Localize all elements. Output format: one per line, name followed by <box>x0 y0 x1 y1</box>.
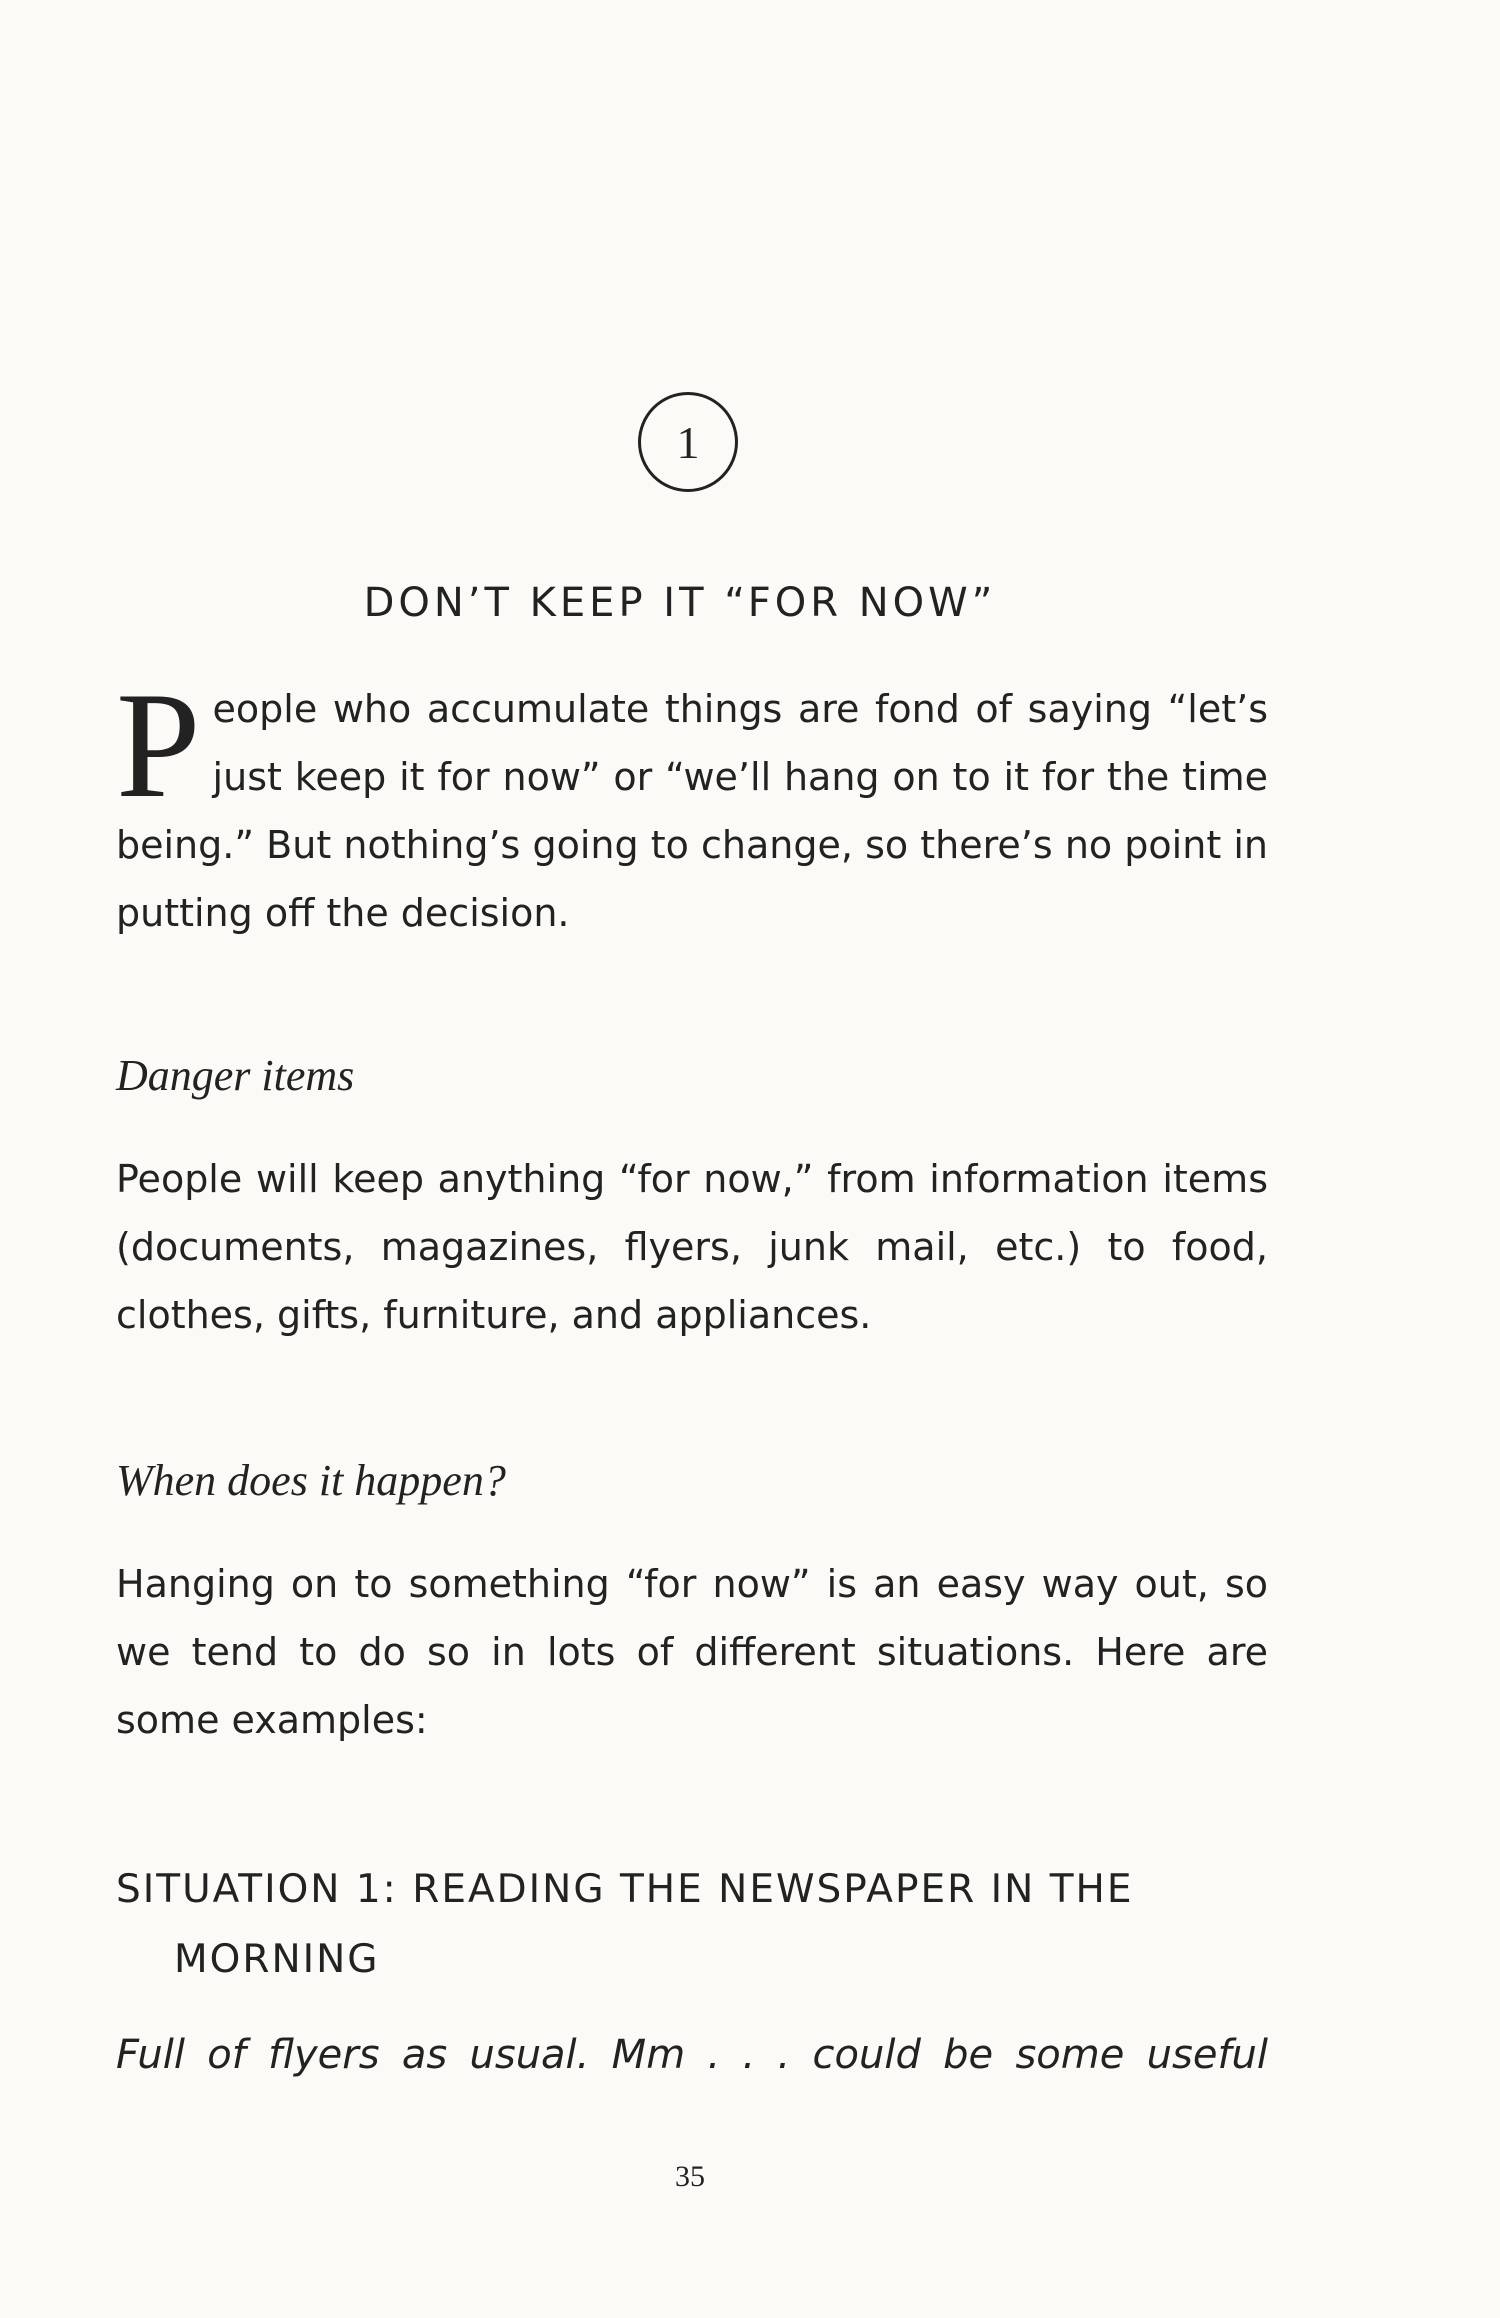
situation-quote: Full of flyers as usual. Mm . . . could be some useful <box>116 2032 1268 2078</box>
intro-paragraph <box>116 661 1268 947</box>
section-paragraph-danger-items: People will keep anything “for now,” from information items (documents, magazines, flyers, junk mail, etc.) to food, clothes, gifts, furniture, and appliances. <box>116 1157 1268 1337</box>
section-heading-danger-items: Danger items <box>116 1051 355 1100</box>
section-heading-when: When does it happen? <box>116 1456 506 1505</box>
situation-heading: SITUATION 1: READING THE NEWSPAPER IN THE MORNING <box>116 1867 1134 1982</box>
chapter-number: 1 <box>676 416 700 468</box>
drop-cap: P <box>116 661 201 829</box>
chapter-title: DON’T KEEP IT “FOR NOW” <box>363 580 997 626</box>
chapter-number-badge <box>638 392 738 492</box>
section-paragraph-when: Hanging on to something “for now” is an easy way out, so we tend to do so in lots of different situations. Here are some examples: <box>116 1562 1268 1742</box>
intro-text: eople who accumulate things are fond of saying “let’s just keep it for now” or “we’ll hang on to it for the time being.” But nothing’s going to change, so there’s no point in putting off the decision. <box>116 687 1268 935</box>
page-number: 35 <box>675 2160 705 2193</box>
